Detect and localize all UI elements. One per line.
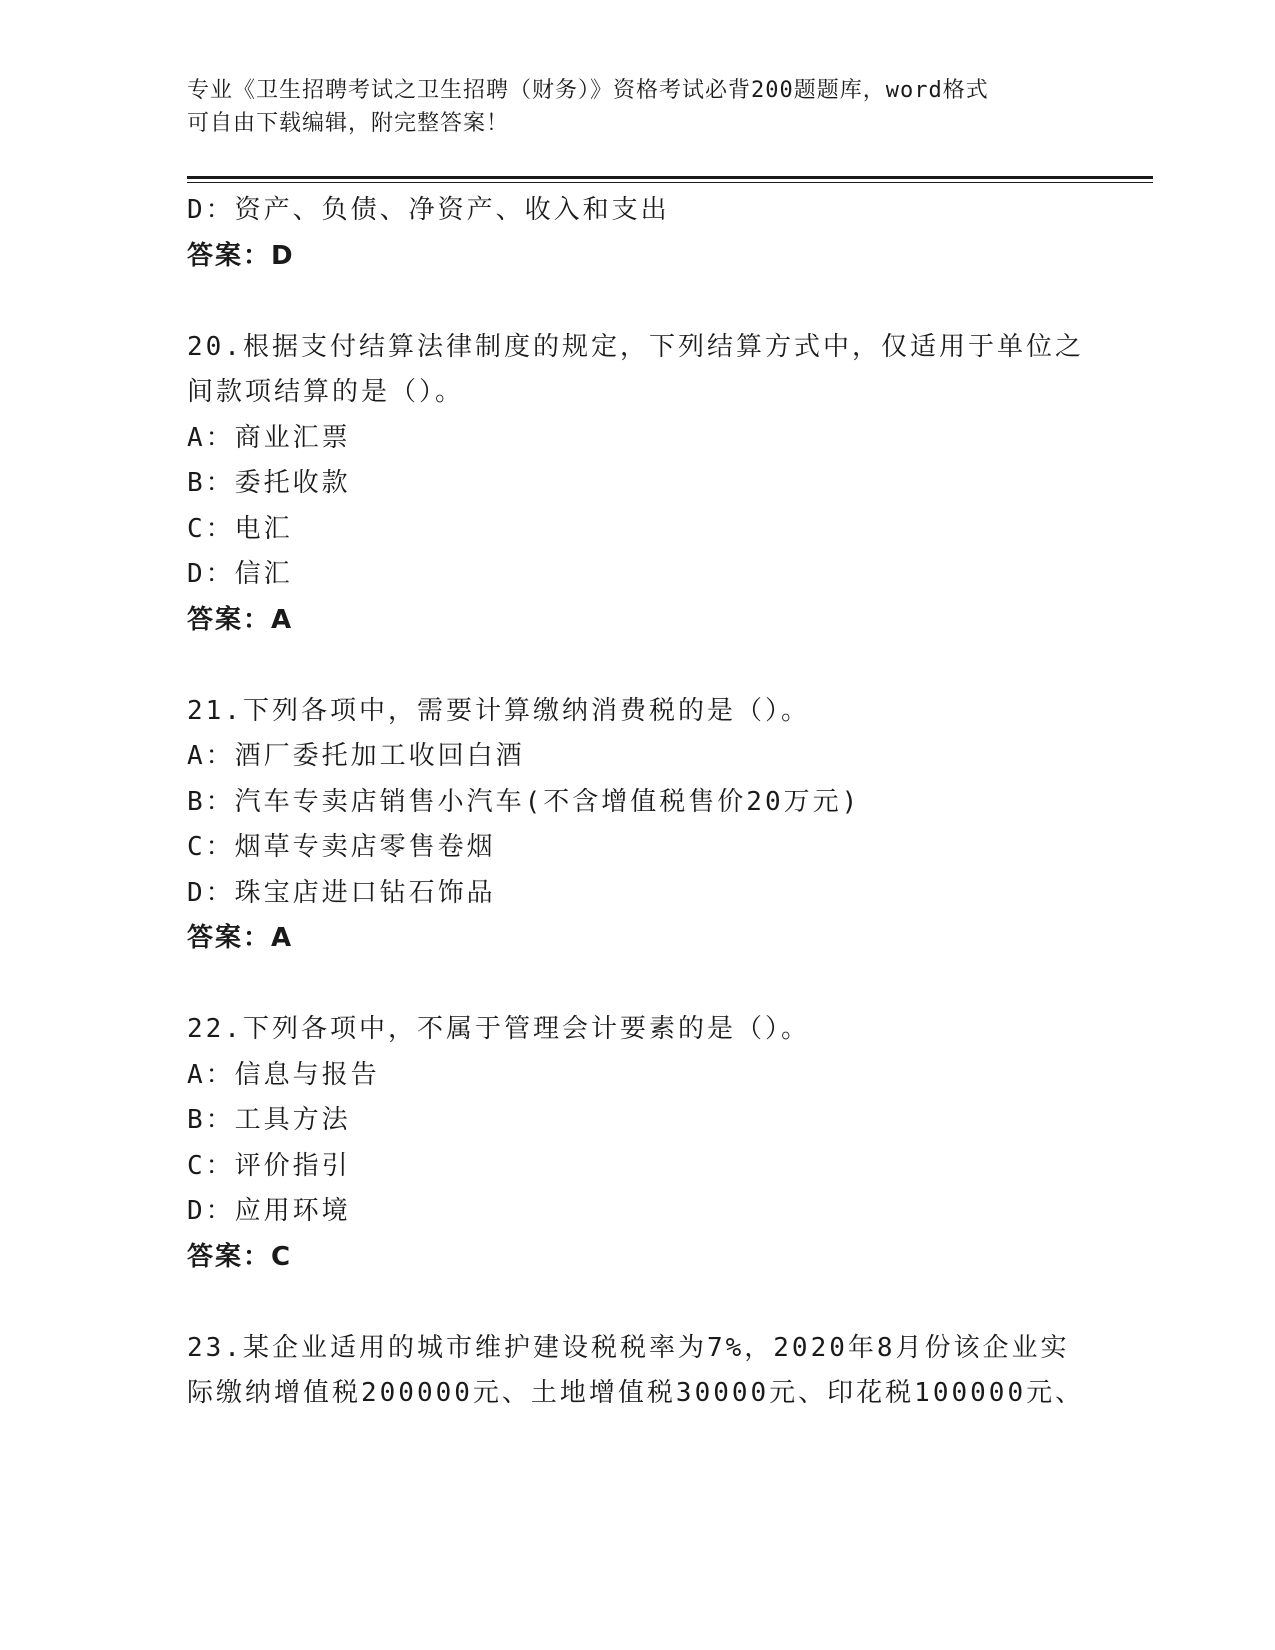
question-20 [187,325,1087,644]
header-line-2: 可自由下载编辑，附完整答案！ [187,111,510,136]
page-header [187,74,1067,140]
answer-line: 答案：A [187,604,294,635]
answer-line: 答案：D [187,240,295,271]
spacer [187,643,1087,689]
option-d: D：应用环境 [187,1196,351,1226]
option-d: D：资产、负债、净资产、收入和支出 [187,195,670,225]
answer-line: 答案：C [187,1241,293,1272]
header-rule-thick [187,176,1153,179]
question-stem: 21.下列各项中，需要计算缴纳消费税的是（）。 [187,695,810,726]
option-b: B：汽车专卖店销售小汽车(不含增值税售价20万元) [187,786,861,817]
question-stem-continued: 际缴纳增值税200000元、土地增值税30000元、印花税100000元、 [187,1378,1085,1408]
option-d: D：珠宝店进口钻石饰品 [187,877,496,908]
option-b: B：工具方法 [187,1105,351,1135]
question-stem-continued: 间款项结算的是（）。 [187,377,465,407]
question-21 [187,689,1087,962]
option-c: C：烟草专卖店零售卷烟 [187,832,496,862]
option-a: A：信息与报告 [187,1059,380,1090]
question-stem: 23.某企业适用的城市维护建设税税率为7%，2020年8月份该企业实 [187,1332,1070,1363]
question-22 [187,1007,1087,1280]
header-line-1: 专业《卫生招聘考试之卫生招聘（财务）》资格考试必背200题题库，word格式 [187,78,989,103]
option-a: A：商业汇票 [187,422,351,453]
spacer [187,279,1087,325]
option-c: C：评价指引 [187,1150,351,1181]
option-d: D：信汇 [187,559,293,589]
question-stem: 20.根据支付结算法律制度的规定，下列结算方式中，仅适用于单位之 [187,331,1084,362]
document-body [187,188,1087,1417]
spacer [187,962,1087,1008]
option-c: C：电汇 [187,513,293,544]
spacer [187,1280,1087,1326]
option-b: B：委托收款 [187,468,351,498]
answer-line: 答案：A [187,923,294,953]
question-23 [187,1326,1087,1417]
question-19-tail [187,188,1087,279]
header-rule-thin [187,182,1153,183]
question-stem: 22.下列各项中，不属于管理会计要素的是（）。 [187,1014,810,1044]
option-a: A：酒厂委托加工收回白酒 [187,741,525,771]
